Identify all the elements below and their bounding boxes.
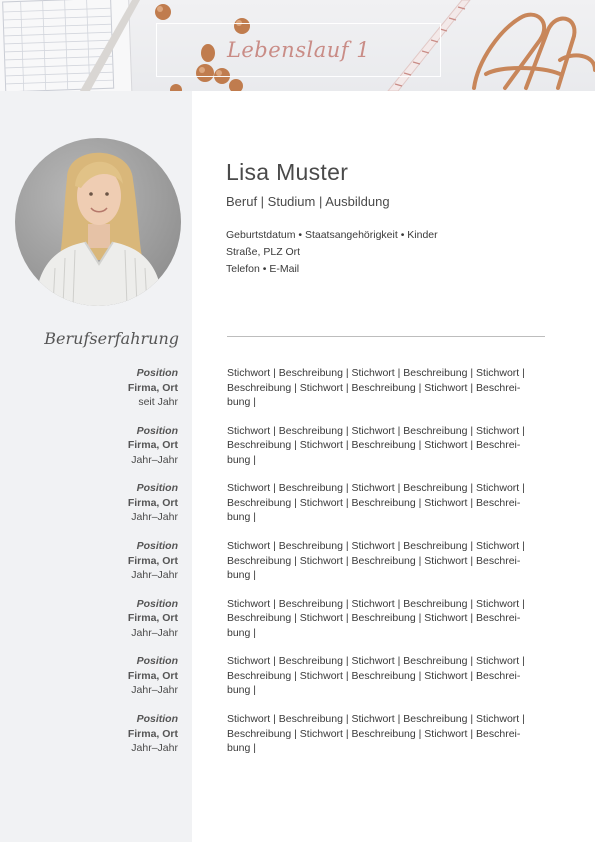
entry-position: Position: [136, 540, 178, 553]
entry-position: Position: [136, 367, 178, 379]
entry-description-line: Beschreibung | Stichwort | Beschreibung | Stichwort | Beschrei-: [227, 439, 521, 452]
entry-description-line: bung |: [227, 453, 257, 466]
entry-meta: [60, 366, 178, 410]
contact-line-phone: Telefon • E-Mail: [226, 263, 300, 275]
entry-period: Jahr–Jahr: [131, 742, 178, 755]
entry-description-line: Stichwort | Beschreibung | Stichwort | Beschreibung | Stichwort |: [227, 655, 525, 668]
entry-description-line: bung |: [227, 396, 257, 408]
entry-description-line: Stichwort | Beschreibung | Stichwort | Beschreibung | Stichwort |: [227, 482, 525, 495]
entry-position: Position: [136, 655, 178, 668]
person-name: Lisa Muster: [226, 159, 349, 185]
banner-title-frame: [156, 23, 441, 77]
entry-meta: [60, 654, 178, 698]
entry-description-line: bung |: [227, 684, 257, 697]
experience-entry: [0, 654, 595, 712]
entry-description-line: Stichwort | Beschreibung | Stichwort | Beschreibung | Stichwort |: [227, 424, 525, 437]
entry-description-line: bung |: [227, 511, 257, 524]
contact-line-address: Straße, PLZ Ort: [226, 246, 301, 258]
section-heading-experience: Berufserfahrung: [44, 329, 179, 348]
entry-period: Jahr–Jahr: [131, 569, 178, 582]
entry-description-line: Beschreibung | Stichwort | Beschreibung | Stichwort | Beschrei-: [227, 669, 521, 682]
contact-line-birth: Geburtstdatum • Staatsangehörigkeit • Kinder: [226, 229, 438, 241]
entry-period: Jahr–Jahr: [131, 511, 178, 524]
entry-position: Position: [136, 424, 178, 437]
entry-description-line: Beschreibung | Stichwort | Beschreibung | Stichwort | Beschrei-: [227, 554, 521, 567]
entry-company: Firma, Ort: [127, 727, 178, 740]
entry-description: [227, 424, 557, 468]
entry-description: [227, 481, 557, 525]
entry-description: [227, 539, 557, 583]
entry-position: Position: [136, 482, 178, 495]
entry-period: Jahr–Jahr: [131, 626, 178, 639]
entry-meta: [60, 481, 178, 525]
experience-entry: [0, 712, 595, 770]
entry-company: Firma, Ort: [127, 381, 178, 394]
portrait-illustration: [15, 138, 181, 306]
entry-description: [227, 597, 557, 641]
entry-description-line: Stichwort | Beschreibung | Stichwort | Beschreibung | Stichwort |: [227, 713, 525, 726]
entry-period: seit Jahr: [138, 396, 178, 408]
entry-description-line: Stichwort | Beschreibung | Stichwort | Beschreibung | Stichwort |: [227, 367, 525, 379]
person-role: Beruf | Studium | Ausbildung: [226, 194, 390, 209]
entry-description-line: Beschreibung | Stichwort | Beschreibung | Stichwort | Beschrei-: [227, 612, 521, 625]
header-banner: [0, 0, 595, 91]
entry-description-line: Beschreibung | Stichwort | Beschreibung | Stichwort | Beschrei-: [227, 727, 521, 740]
entry-position: Position: [136, 713, 178, 726]
entry-meta: [60, 539, 178, 583]
entry-period: Jahr–Jahr: [131, 684, 178, 697]
experience-entry: [0, 424, 595, 482]
entry-description-line: bung |: [227, 626, 257, 639]
profile-photo: [15, 138, 181, 306]
experience-entry: [0, 481, 595, 539]
entry-description-line: Beschreibung | Stichwort | Beschreibung | Stichwort | Beschrei-: [227, 381, 521, 394]
entry-meta: [60, 597, 178, 641]
entry-meta: [60, 424, 178, 468]
entry-description-line: bung |: [227, 742, 257, 755]
experience-entry: [0, 366, 595, 424]
entry-description: [227, 712, 557, 756]
entry-description-line: bung |: [227, 569, 257, 582]
document-title: Lebenslauf 1: [226, 38, 371, 62]
entry-meta: [60, 712, 178, 756]
entry-company: Firma, Ort: [127, 439, 178, 452]
experience-entry: [0, 539, 595, 597]
experience-list: [0, 366, 595, 770]
entry-description: [227, 366, 557, 410]
experience-entry: [0, 597, 595, 655]
entry-description-line: Beschreibung | Stichwort | Beschreibung | Stichwort | Beschrei-: [227, 496, 521, 509]
entry-description: [227, 654, 557, 698]
entry-company: Firma, Ort: [127, 496, 178, 509]
section-divider: [227, 336, 545, 337]
entry-company: Firma, Ort: [127, 554, 178, 567]
entry-company: Firma, Ort: [127, 612, 178, 625]
entry-position: Position: [136, 597, 178, 610]
entry-description-line: Stichwort | Beschreibung | Stichwort | Beschreibung | Stichwort |: [227, 597, 525, 610]
entry-period: Jahr–Jahr: [131, 453, 178, 466]
entry-description-line: Stichwort | Beschreibung | Stichwort | Beschreibung | Stichwort |: [227, 540, 525, 553]
entry-company: Firma, Ort: [127, 669, 178, 682]
